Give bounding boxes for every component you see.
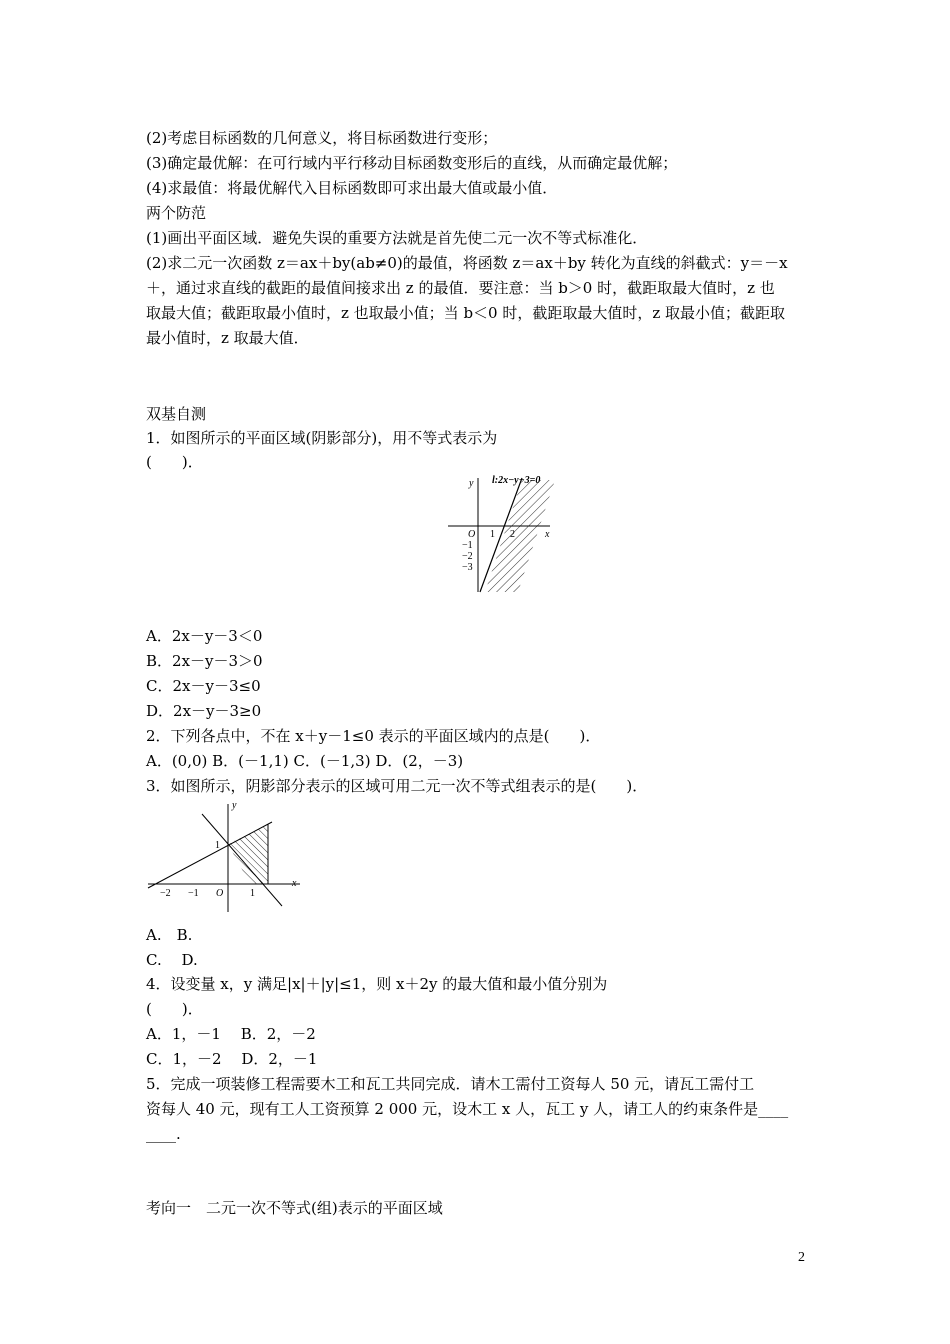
q1-stem: 1．如图所示的平面区域(阴影部分)，用不等式表示为 xyxy=(146,429,498,447)
text-step-2: (2)考虑目标函数的几何意义，将目标函数进行变形； xyxy=(146,129,498,147)
q5-line-3: ____. xyxy=(146,1125,181,1143)
q4-stem: 4．设变量 x，y 满足|x|＋|y|≤1，则 x＋2y 的最大值和最小值分别为 xyxy=(146,975,608,993)
section-heading: 考向一 二元一次不等式(组)表示的平面区域 xyxy=(146,1199,443,1217)
q3-x-label: x xyxy=(292,878,297,889)
q1-option-c: C．2x－y－3≤0 xyxy=(146,677,261,695)
q3-y-label: y xyxy=(232,800,237,811)
q1-y-tick-1: −1 xyxy=(462,540,473,551)
text-guard-2-line-4: 最小值时，z 取最大值． xyxy=(146,329,309,347)
q1-option-b: B．2x－y－3＞0 xyxy=(146,652,263,670)
q3-line-2 xyxy=(202,814,282,906)
q1-y-label: y xyxy=(469,478,474,489)
q3-options-row-2: C. D. xyxy=(146,951,198,969)
q2-stem: 2．下列各点中，不在 x＋y－1≤0 表示的平面区域内的点是( )． xyxy=(146,727,601,745)
q1-option-a: A．2x－y－3＜0 xyxy=(146,627,263,645)
text-guard-2-line-1: (2)求二元一次函数 z＝ax＋by(ab≠0)的最值，将函数 z＝ax＋by 转化为直线的斜截式：y＝－x xyxy=(146,254,788,272)
heading-two-precautions: 两个防范 xyxy=(146,204,207,222)
q1-blank: ( )． xyxy=(146,453,203,471)
text-step-4: (4)求最值：将最优解代入目标函数即可求出最大值或最小值． xyxy=(146,179,558,197)
q5-line-1: 5．完成一项装修工程需要木工和瓦工共同完成．请木工需付工资每人 50 元，请瓦工需付工 xyxy=(146,1075,755,1093)
q3-stem: 3．如图所示，阴影部分表示的区域可用二元一次不等式组表示的是( )． xyxy=(146,777,648,795)
q1-line-label: l:2x−y−3=0 xyxy=(492,475,541,486)
q4-options-row-2: C．1，－2 D．2，－1 xyxy=(146,1050,318,1068)
q3-y-tick-1: 1 xyxy=(215,840,220,851)
q1-origin: O xyxy=(468,529,476,540)
text-guard-2-line-2: ＋，通过求直线的截距的最值间接求出 z 的最值．要注意：当 b＞0 时，截距取最大值时，z 也 xyxy=(146,279,775,297)
text-step-3: (3)确定最优解：在可行域内平行移动目标函数变形后的直线，从而确定最优解； xyxy=(146,154,678,172)
q3-origin: O xyxy=(216,888,224,899)
q2-options: A．(0,0) B．(－1,1) C．(－1,3) D．(2，－3) xyxy=(146,752,464,770)
q5-line-2: 资每人 40 元，现有工人工资预算 2 000 元，设木工 x 人，瓦工 y 人，请工人的约束条件是____ xyxy=(146,1100,789,1118)
q1-y-tick-3: −3 xyxy=(462,562,473,573)
q3-options-row-1: A. B. xyxy=(146,926,193,944)
text-guard-2-line-3: 取最大值；截距取最小值时，z 也取最小值；当 b＜0 时，截距取最大值时，z 取最小值；截距取 xyxy=(146,304,786,322)
q1-figure xyxy=(440,470,580,600)
page-number: 2 xyxy=(798,1250,805,1265)
q4-blank: ( )． xyxy=(146,1000,203,1018)
q3-shaded-region xyxy=(228,825,268,884)
q1-x-tick-1: 1 xyxy=(490,529,495,540)
text-guard-1: (1)画出平面区域．避免失误的重要方法就是首先使二元一次不等式标准化． xyxy=(146,229,648,247)
q3-x-tick-neg2: −2 xyxy=(160,888,171,899)
q1-x-label: x xyxy=(545,529,550,540)
heading-self-test: 双基自测 xyxy=(146,405,207,423)
q1-option-d: D．2x－y－3≥0 xyxy=(146,702,262,720)
q4-options-row-1: A．1，－1 B．2，－2 xyxy=(146,1025,316,1043)
q1-y-tick-2: −2 xyxy=(462,551,473,562)
q3-x-tick-neg1: −1 xyxy=(188,888,199,899)
q3-figure xyxy=(140,796,310,916)
q1-x-tick-2: 2 xyxy=(510,529,515,540)
q3-x-tick-1: 1 xyxy=(250,888,255,899)
